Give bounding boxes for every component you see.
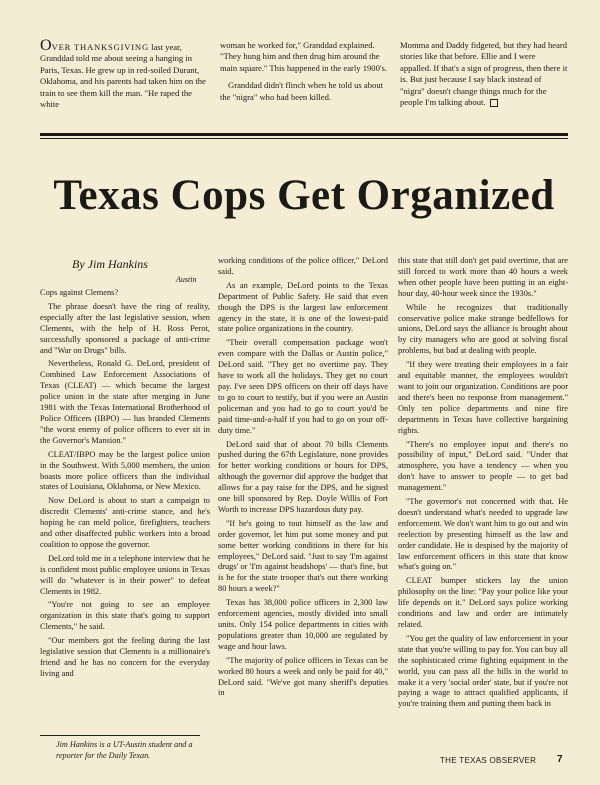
dateline: Austin	[176, 275, 197, 284]
paragraph: DeLord told me in a telephone interview that he is confident most public employee unions in Texas will do "whatever is in their power" to defeat Clements in 1982.	[40, 553, 210, 596]
divider-rule-thin	[40, 138, 568, 139]
article-column-2	[218, 256, 388, 752]
paragraph: DeLord said that of about 70 bills Clements pushed during the 67th Legislature, none provides for better working conditions or hours for DPS, although the governor did approve the budget that allows for a pay raise for the DPS, and he signed one bill sponsored by Rep. Doyle Willis of Fort Worth to increase DPS hazardous duty pay.	[218, 439, 388, 514]
author-note: Jim Hankins is a UT-Austin student and a reporter for the Daily Texan.	[56, 740, 193, 760]
paragraph: "There's no employee input and there's no possibility of input," DeLord said. "Under that atmosphere, you have a tendency — when you don't have to answer to people — to get bad management."	[398, 439, 568, 493]
divider-rule-thick	[40, 133, 568, 136]
paragraph: "If he's going to tout himself as the law and order governor, let him put some money and put some better working conditions in there for his employees," DeLord said. "Just to say 'I'm against drugs' or 'I'm against headshops' — that's fine, but is he for the state trooper that's out there working 80 hours a week?"	[218, 518, 388, 594]
preceding-column-2	[220, 40, 388, 109]
lead-in: VER THANKSGIVING	[51, 42, 149, 52]
paragraph: working conditions of the police officer," DeLord said.	[218, 256, 388, 276]
paragraph: Now DeLord is about to start a campaign to discredit Clements' anti-crime stance, and he's hoping he can meld police, firefighters, teachers and other disaffected public workers into a broad coalition to oppose the governor.	[40, 496, 210, 549]
article-column-3	[398, 256, 568, 756]
article-column-1	[40, 288, 210, 728]
preceding-col2-paragraph: woman he worked for," Granddad explained. "They hung him and then drug him around the main square." This happened in the early 1900's.	[220, 40, 387, 73]
paragraph: CLEAT/IBPO may be the largest police union in the Southwest. With 5,000 members, the union boasts more police officers than the individual states of Louisiana, Oklahoma, or New Mexico.	[40, 449, 210, 492]
paragraph: this state that still don't get paid overtime, that are still forced to work more than 40 hours a week when other people have been putting in an eight-hour day, 40-hour week since the 1930s."	[398, 256, 568, 298]
preceding-col2-paragraph: Granddad didn't flinch when he told us about the "nigra" who had been killed.	[220, 80, 384, 102]
paragraph: "The governor's not concerned with that. He doesn't understand what's needed to upgrade law enforcement. We don't want him to go out and win reelection by presenting himself as the law and order candidate. He is despised by the majority of law enforcement officers in this state that know what's going on."	[398, 497, 568, 572]
preceding-col3-text: Momma and Daddy fidgeted, but they had heard stories like that before. Ellie and I were appalled. If that's a sign of progress, then there it is. But just because I say black instead of "nigra" doesn't change things much for the people I'm talking about.	[400, 40, 568, 108]
publication-footer: THE TEXAS OBSERVER	[440, 756, 537, 765]
paragraph: "If they were treating their employees in a fair and equitable manner, the employees wouldn't want to join our organization. Conditions are poor and there's been no response from management." Only ten police departments and nine fire departments in Texas have collective bargaining rights.	[398, 360, 568, 435]
paragraph: "Our members got the feeling during the last legislative session that Clements is a millionaire's friend and he has no concern for the everyday living and	[40, 636, 210, 678]
preceding-column-3	[400, 40, 568, 114]
paragraph: As an example, DeLord points to the Texas Department of Public Safety. He said that even though the DPS is the largest law enforcement agency in the state, it is one of the lowest-paid state police organizations in the country.	[218, 280, 388, 334]
paragraph: CLEAT bumper stickers lay the union philosophy on the line: "Pay your police like your life depends on it." DeLord says police working conditions and law and order are intimately related.	[398, 576, 568, 629]
paragraph: "You're not going to see an employee organization in this state that's going to support Clements," he said.	[40, 600, 210, 632]
paragraph: Nevertheless, Ronald G. DeLord, president of Combined Law Enforcement Associations of Texas (CLEAT) — which became the largest police union in the state after merging in June 1981 with the Texas International Brotherhood of Police Officers (IBPO) — has branded Clements "the worst enemy of police officers to ever sit in the Governor's Mansion."	[40, 359, 210, 445]
paragraph: Cops against Clemens?	[40, 288, 119, 297]
paragraph: "Their overall compensation package won't even compare with the Dallas or Austin police," DeLord said. "They get no overtime pay. They have to work all the holidays. They get no court pay. I've seen DPS officers on their off days have to go to court to testify, but if you were an Austin policeman and you had to go to court you'd be paid time-and-a-half if you had to go on your off-duty time."	[218, 338, 388, 435]
drop-cap: O	[40, 37, 52, 54]
paragraph: "The majority of police officers in Texas can be worked 80 hours a week and only be paid for 40," DeLord said. "We've got many sheriff's deputies in	[218, 655, 388, 698]
end-mark-icon	[490, 99, 498, 107]
paragraph: While he recognizes that traditionally conservative police make strange bedfellows for unions, DeLord says the alliance is brought about by city managers who are good at solving fiscal problems, but bad at dealing with people.	[398, 302, 568, 356]
paragraph: "You get the quality of law enforcement in your state that you're willing to pay for. You can buy all the sophisticated crime fighting equipment in the world, you can pass all the bills in the world to make it a very 'social order' state, but if you're not paying a wage to attract qualified applicants, if you're training them and putting them back in	[398, 633, 568, 709]
page-number: 7	[557, 754, 563, 765]
preceding-column-1	[40, 37, 208, 116]
headline: Texas Cops Get Organized	[53, 172, 555, 219]
paragraph: Texas has 38,000 police officers in 2,300 law enforcement agencies, mostly divided into small units. Only 154 police departments in cities with populations greater than 10,000 are regulated by wage and hour laws.	[218, 598, 388, 651]
byline: By Jim Hankins	[72, 257, 148, 271]
preceding-col1-text: last year, Granddad told me about seeing a hanging in Paris, Texas. He grew up in red-soiled Durant, Oklahoma, and his parents had taken him on the train to see them kill the man. "He raped the white	[40, 42, 206, 110]
paragraph: The phrase doesn't have the ring of reality, especially after the last legislative session, when Clements, with the help of H. Ross Perot, successfully sponsored a package of anti-crime and "War on Drugs" bills.	[40, 301, 210, 355]
footnote-rule	[40, 735, 200, 736]
